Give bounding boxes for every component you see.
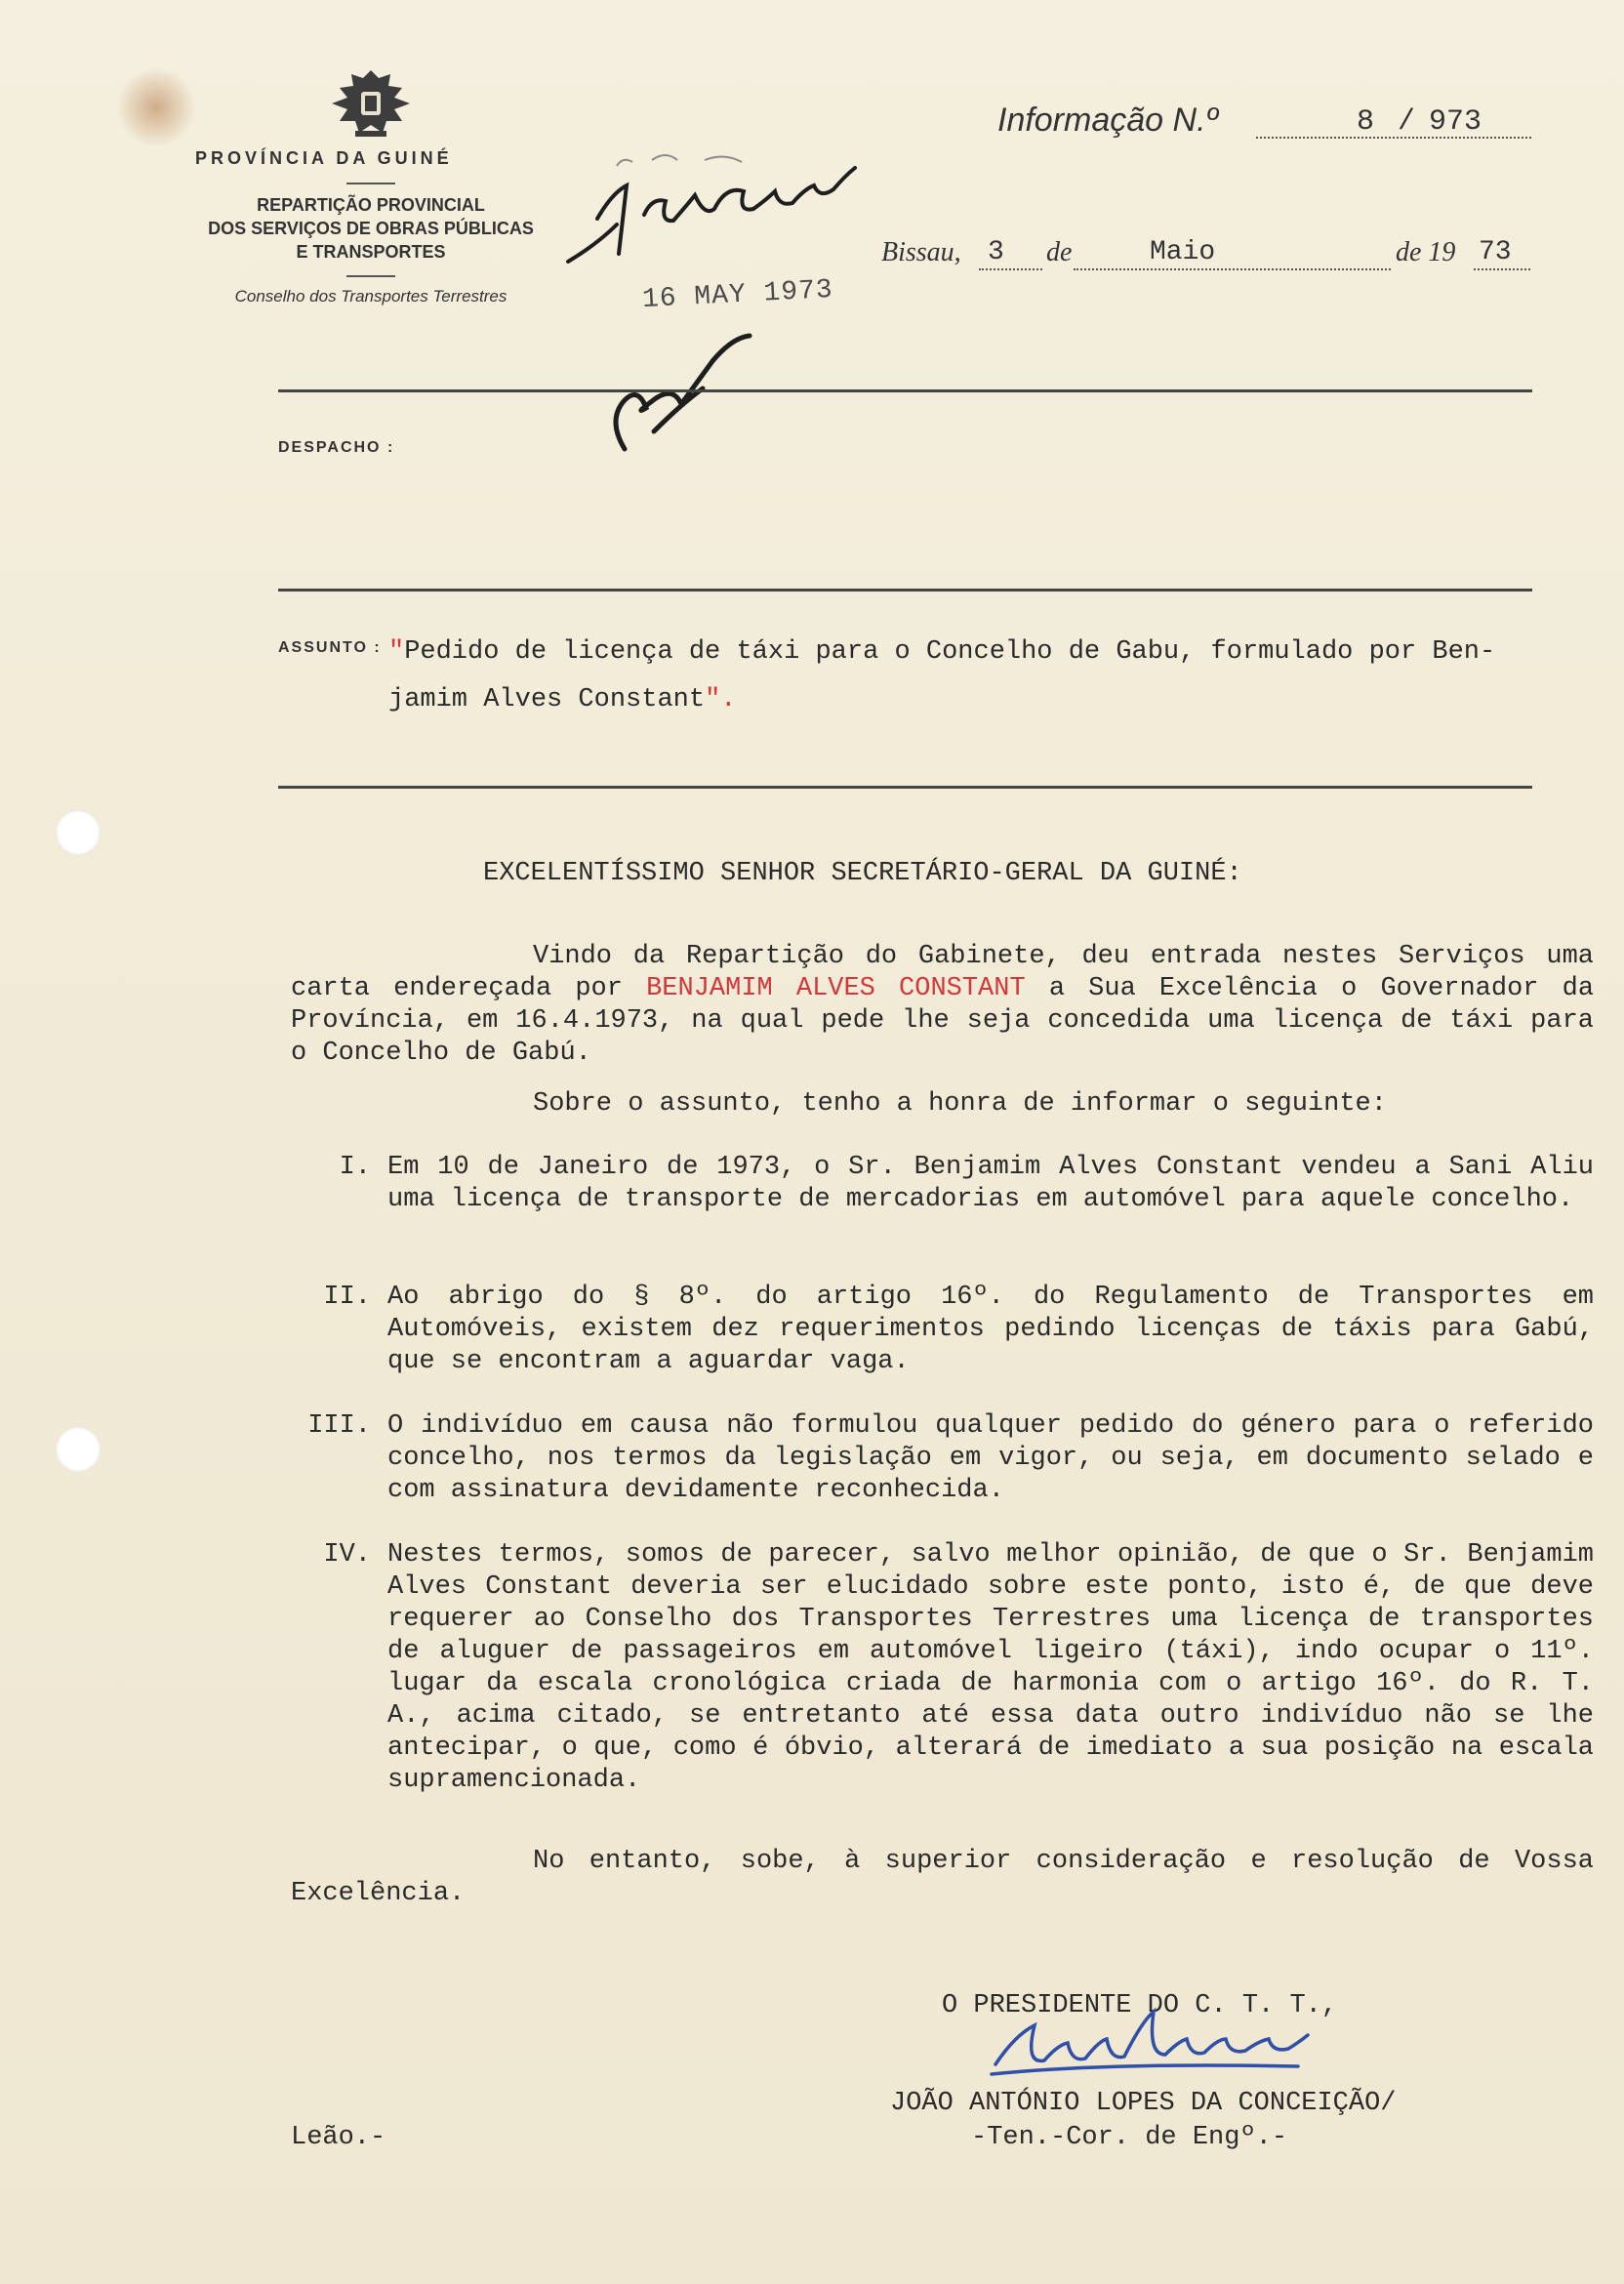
divider-line: [278, 389, 1532, 392]
info-year-code: 973: [1429, 105, 1482, 139]
item-number: IV.: [323, 1540, 371, 1570]
assunto-label: ASSUNTO :: [278, 639, 382, 656]
punch-hole: [56, 810, 101, 855]
closing-text: No entanto, sobe, à superior consideração e resolução de Vossa Excelência.: [291, 1847, 1594, 1908]
received-date-stamp: 16 MAY 1973: [641, 274, 834, 316]
date-day: 3: [988, 237, 1004, 267]
province-title: PROVÍNCIA DA GUINÉ: [195, 148, 453, 168]
salutation: EXCELENTÍSSIMO SENHOR SECRETÁRIO-GERAL DA GUINÉ:: [483, 859, 1242, 888]
date-month-line: [1074, 268, 1391, 270]
handwritten-initials: [603, 332, 759, 459]
department-line: E TRANSPORTES: [296, 242, 446, 262]
date-month: Maio: [1150, 237, 1216, 267]
info-separator: /: [1398, 105, 1416, 139]
info-number: 8: [1357, 105, 1375, 139]
signatory-rank: -Ten.-Cor. de Engº.-: [971, 2123, 1288, 2152]
council-name: Conselho dos Transportes Terrestres: [234, 287, 508, 306]
divider-line: [278, 589, 1532, 591]
item-text: O indivíduo em causa não formulou qualquer pedido do género para o referido concelho, nos termos da legislação em vigor, ou seja, em documento selado e com assinatura devidamente reconhecida.: [387, 1411, 1594, 1505]
intro-paragraph: [291, 941, 1594, 1070]
header-divider: [346, 183, 395, 184]
closing-paragraph: [291, 1846, 1594, 1910]
item-number: III.: [307, 1411, 371, 1441]
department-line: DOS SERVIÇOS DE OBRAS PÚBLICAS: [208, 219, 534, 238]
signatory-name: JOÃO ANTÓNIO LOPES DA CONCEIÇÃO/: [890, 2089, 1397, 2118]
intro-text: a Sua Excelência o Governador da Província, em 16.4.1973, na qual pede lhe seja concedida uma licença de táxi para o Concelho de Gabú.: [291, 974, 1595, 1068]
item-number: I.: [339, 1153, 371, 1182]
quote-mark: ": [388, 637, 405, 667]
coat-of-arms-icon: [322, 66, 420, 140]
date-day-line: [979, 268, 1042, 270]
item-number: II.: [323, 1283, 371, 1312]
date-year-line: [1474, 268, 1530, 270]
handwritten-annotation: [558, 146, 890, 273]
info-label: Informação N.º: [997, 102, 1218, 139]
date-city: Bissau,: [881, 237, 961, 267]
item-text: Nestes termos, somos de parecer, salvo melhor opinião, de que o Sr. Benjamim Alves Constant deveria ser elucidado sobre este ponto, isto é, de que deve requerer ao Conselho dos Transportes Terrestres uma licença de transportes de aluguer de passageiros em automóvel ligeiro (táxi), indo ocupar o 11º. lugar da escala cronológica criada de harmonia com o artigo 16º. do R. T. A., acima citado, se entretanto até essa data outro indivíduo não se lhe antecipar, o que, como é óbvio, alterará de imediato a sua posição na escala supramencionada.: [387, 1540, 1594, 1795]
assunto-text: [388, 629, 1540, 724]
typist-initials: Leão.-: [291, 2123, 386, 2152]
handwritten-signature: [986, 2006, 1318, 2094]
item-text: Ao abrigo do § 8º. do artigo 16º. do Regulamento de Transportes em Automóveis, existem dez requerimentos pedindo licenças de táxis para Gabú, que se encontram a aguardar vaga.: [387, 1283, 1594, 1376]
subject-text: Pedido de licença de táxi para o Concelho de Gabu, formulado por Ben- jamim Alves Constant: [388, 637, 1496, 714]
despacho-label: DESPACHO :: [278, 439, 395, 456]
intro-paragraph: [291, 1088, 1594, 1121]
intro-text: Sobre o assunto, tenho a honra de informar o seguinte:: [533, 1089, 1387, 1119]
addressee-name: BENJAMIM ALVES CONSTANT: [646, 974, 1026, 1003]
date-year-prefix: de 19: [1396, 237, 1456, 267]
header-divider: [346, 275, 395, 277]
intro-text: Vindo da Repartição do Gabinete, deu entrada nestes Serviços uma carta endereçada por: [291, 942, 1594, 1003]
department-line: REPARTIÇÃO PROVINCIAL: [257, 195, 485, 215]
punch-hole: [56, 1427, 101, 1472]
date-de: de: [1046, 237, 1073, 267]
stain-mark: [117, 68, 195, 146]
date-year: 73: [1479, 237, 1512, 267]
item-text: Em 10 de Janeiro de 1973, o Sr. Benjamim Alves Constant vendeu a Sani Aliu uma licença de transporte de mercadorias em automóvel para aquele concelho.: [387, 1153, 1594, 1214]
info-number-line: [1256, 137, 1531, 139]
quote-mark: ".: [705, 685, 737, 714]
signature-title: O PRESIDENTE DO C. T. T.,: [942, 1991, 1338, 2020]
divider-line: [278, 786, 1532, 789]
